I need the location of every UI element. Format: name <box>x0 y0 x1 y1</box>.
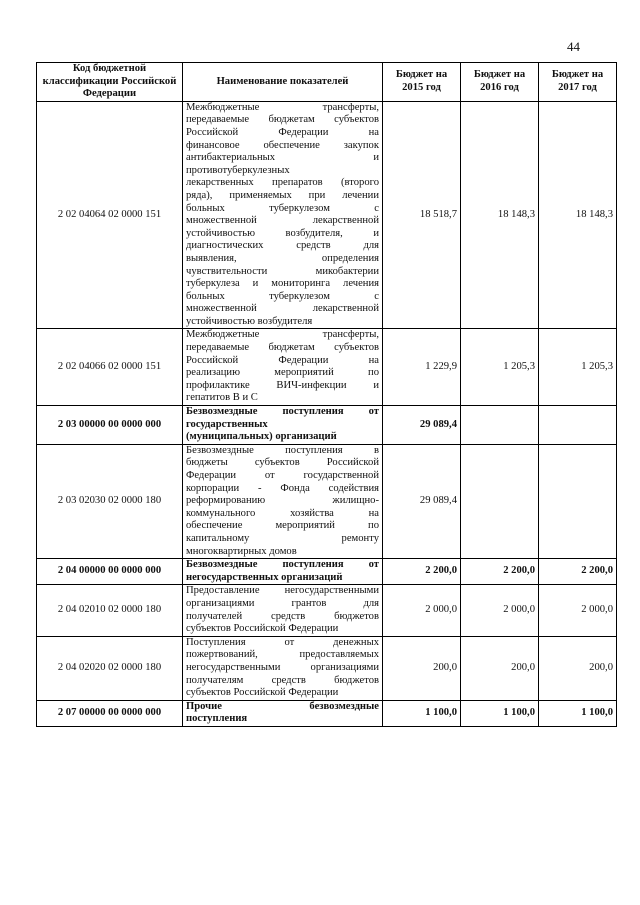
indicator-name-line: больных туберкулезом с <box>186 290 379 302</box>
indicator-name-line: капитальному ремонту <box>186 532 379 544</box>
budget-2017-cell <box>539 406 617 445</box>
budget-code-cell: 2 02 04066 02 0000 151 <box>37 329 183 406</box>
budget-2016-cell: 2 200,0 <box>461 559 539 585</box>
budget-code-cell: 2 07 00000 00 0000 000 <box>37 700 183 726</box>
indicator-name-line: диагностических средств для <box>186 240 379 252</box>
indicator-name-line: Межбюджетные трансферты, <box>186 329 379 341</box>
indicator-name-line: устойчивостью возбудителя, и <box>186 227 379 239</box>
indicator-name-line: Безвозмездные поступления от <box>186 406 379 418</box>
indicator-name-line: Безвозмездные поступления от <box>186 559 379 571</box>
indicator-name-line: больных туберкулезом с <box>186 202 379 214</box>
budget-2016-cell: 18 148,3 <box>461 101 539 329</box>
indicator-name-line: государственных <box>186 418 268 430</box>
table-row <box>37 406 617 445</box>
indicator-name-line: организациями грантов для <box>186 597 379 609</box>
indicator-name-line: финансовое обеспечение закупок <box>186 139 379 151</box>
budget-2016-cell: 1 205,3 <box>461 329 539 406</box>
indicator-name-line: Российской Федерации на <box>186 354 379 366</box>
budget-code-cell: 2 04 00000 00 0000 000 <box>37 559 183 585</box>
header-code: Код бюджетной классификации Российской Федерации <box>37 63 183 102</box>
budget-2015-cell: 1 100,0 <box>383 700 461 726</box>
indicator-name-cell <box>183 101 383 329</box>
budget-code-cell: 2 03 00000 00 0000 000 <box>37 406 183 445</box>
indicator-name-line: Российской Федерации на <box>186 126 379 138</box>
indicator-name-line: множественной лекарственной <box>186 215 379 227</box>
budget-code-cell: 2 04 02020 02 0000 180 <box>37 636 183 700</box>
indicator-name-line: антибактериальных и <box>186 152 379 164</box>
indicator-name-line: Предоставление негосударственными <box>186 585 379 597</box>
indicator-name-line: Межбюджетные трансферты, <box>186 101 379 113</box>
indicator-name-cell <box>183 329 383 406</box>
indicator-name-line: лекарственных препаратов (второго <box>186 177 379 189</box>
indicator-name-line: выявления, определения <box>186 252 379 264</box>
indicator-name-line: чувствительности микобактерии <box>186 265 379 277</box>
indicator-name-cell <box>183 585 383 636</box>
budget-2017-cell: 2 200,0 <box>539 559 617 585</box>
budget-2015-cell: 2 000,0 <box>383 585 461 636</box>
table-row <box>37 585 617 636</box>
indicator-name-line: Безвозмездные поступления в <box>186 444 379 456</box>
budget-2017-cell: 2 000,0 <box>539 585 617 636</box>
indicator-name-line: гепатитов В и С <box>186 392 258 404</box>
indicator-name-line: реформированию жилищно- <box>186 495 379 507</box>
indicator-name-line: передаваемые бюджетам субъектов <box>186 114 379 126</box>
indicator-name-line: Прочие безвозмездные <box>186 700 379 712</box>
indicator-name-line: негосударственными организациями <box>186 661 379 673</box>
indicator-name-line: устойчивостью возбудителя <box>186 315 313 327</box>
budget-2017-cell: 1 100,0 <box>539 700 617 726</box>
header-budget-2016: Бюджет на 2016 год <box>461 63 539 102</box>
indicator-name-line: множественной лекарственной <box>186 303 379 315</box>
table-row <box>37 444 617 558</box>
indicator-name-cell <box>183 700 383 726</box>
indicator-name-line: субъектов Российской Федерации <box>186 687 339 699</box>
indicator-name-line: многоквартирных домов <box>186 545 297 557</box>
table-row <box>37 329 617 406</box>
budget-2015-cell: 1 229,9 <box>383 329 461 406</box>
indicator-name-line: Поступления от денежных <box>186 636 379 648</box>
page-number: 44 <box>567 39 580 54</box>
indicator-name-line: обеспечение мероприятий по <box>186 520 379 532</box>
indicator-name-line: коммунального хозяйства на <box>186 507 379 519</box>
table-row <box>37 559 617 585</box>
budget-2016-cell <box>461 444 539 558</box>
budget-code-cell: 2 04 02010 02 0000 180 <box>37 585 183 636</box>
budget-code-cell: 2 03 02030 02 0000 180 <box>37 444 183 558</box>
indicator-name-line: получателям средств бюджетов <box>186 674 379 686</box>
table-row <box>37 636 617 700</box>
indicator-name-line: передаваемые бюджетам субъектов <box>186 342 379 354</box>
indicator-name-line: профилактике ВИЧ-инфекции и <box>186 379 379 391</box>
header-budget-2015: Бюджет на 2015 год <box>383 63 461 102</box>
table-header-row <box>37 63 617 102</box>
budget-table <box>36 62 617 727</box>
budget-2015-cell: 29 089,4 <box>383 406 461 445</box>
indicator-name-line: Федерации от государственной <box>186 470 379 481</box>
header-name: Наименование показателей <box>183 63 383 102</box>
indicator-name-line: корпорации - Фонда содействия <box>186 482 379 494</box>
indicator-name-line: пожертвований, предоставляемых <box>186 649 379 661</box>
indicator-name-line: поступления <box>186 713 248 725</box>
table-row <box>37 700 617 726</box>
indicator-name-cell <box>183 406 383 445</box>
indicator-name-line: (муниципальных) организаций <box>186 431 337 443</box>
indicator-name-cell <box>183 559 383 585</box>
budget-2016-cell <box>461 406 539 445</box>
indicator-name-line: субъектов Российской Федерации <box>186 623 339 635</box>
budget-2015-cell: 200,0 <box>383 636 461 700</box>
indicator-name-line: бюджеты субъектов Российской <box>186 457 379 469</box>
indicator-name-line: негосударственных организаций <box>186 571 343 583</box>
header-budget-2017: Бюджет на 2017 год <box>539 63 617 102</box>
budget-2016-cell: 200,0 <box>461 636 539 700</box>
indicator-name-line: противотуберкулезных <box>186 164 290 176</box>
indicator-name-cell <box>183 636 383 700</box>
indicator-name-line: получателей средств бюджетов <box>186 610 379 622</box>
indicator-name-line: ряда), применяемых при лечении <box>186 189 379 201</box>
budget-2017-cell: 1 205,3 <box>539 329 617 406</box>
indicator-name-cell <box>183 444 383 558</box>
table-body <box>37 101 617 726</box>
budget-2017-cell: 18 148,3 <box>539 101 617 329</box>
budget-2015-cell: 29 089,4 <box>383 444 461 558</box>
budget-code-cell: 2 02 04064 02 0000 151 <box>37 101 183 329</box>
indicator-name-line: туберкулеза и мониторинга лечения <box>186 278 379 290</box>
budget-2015-cell: 2 200,0 <box>383 559 461 585</box>
budget-2016-cell: 1 100,0 <box>461 700 539 726</box>
table-row <box>37 101 617 329</box>
budget-2017-cell: 200,0 <box>539 636 617 700</box>
budget-2017-cell <box>539 444 617 558</box>
budget-2015-cell: 18 518,7 <box>383 101 461 329</box>
indicator-name-line: реализацию мероприятий по <box>186 367 379 379</box>
budget-2016-cell: 2 000,0 <box>461 585 539 636</box>
